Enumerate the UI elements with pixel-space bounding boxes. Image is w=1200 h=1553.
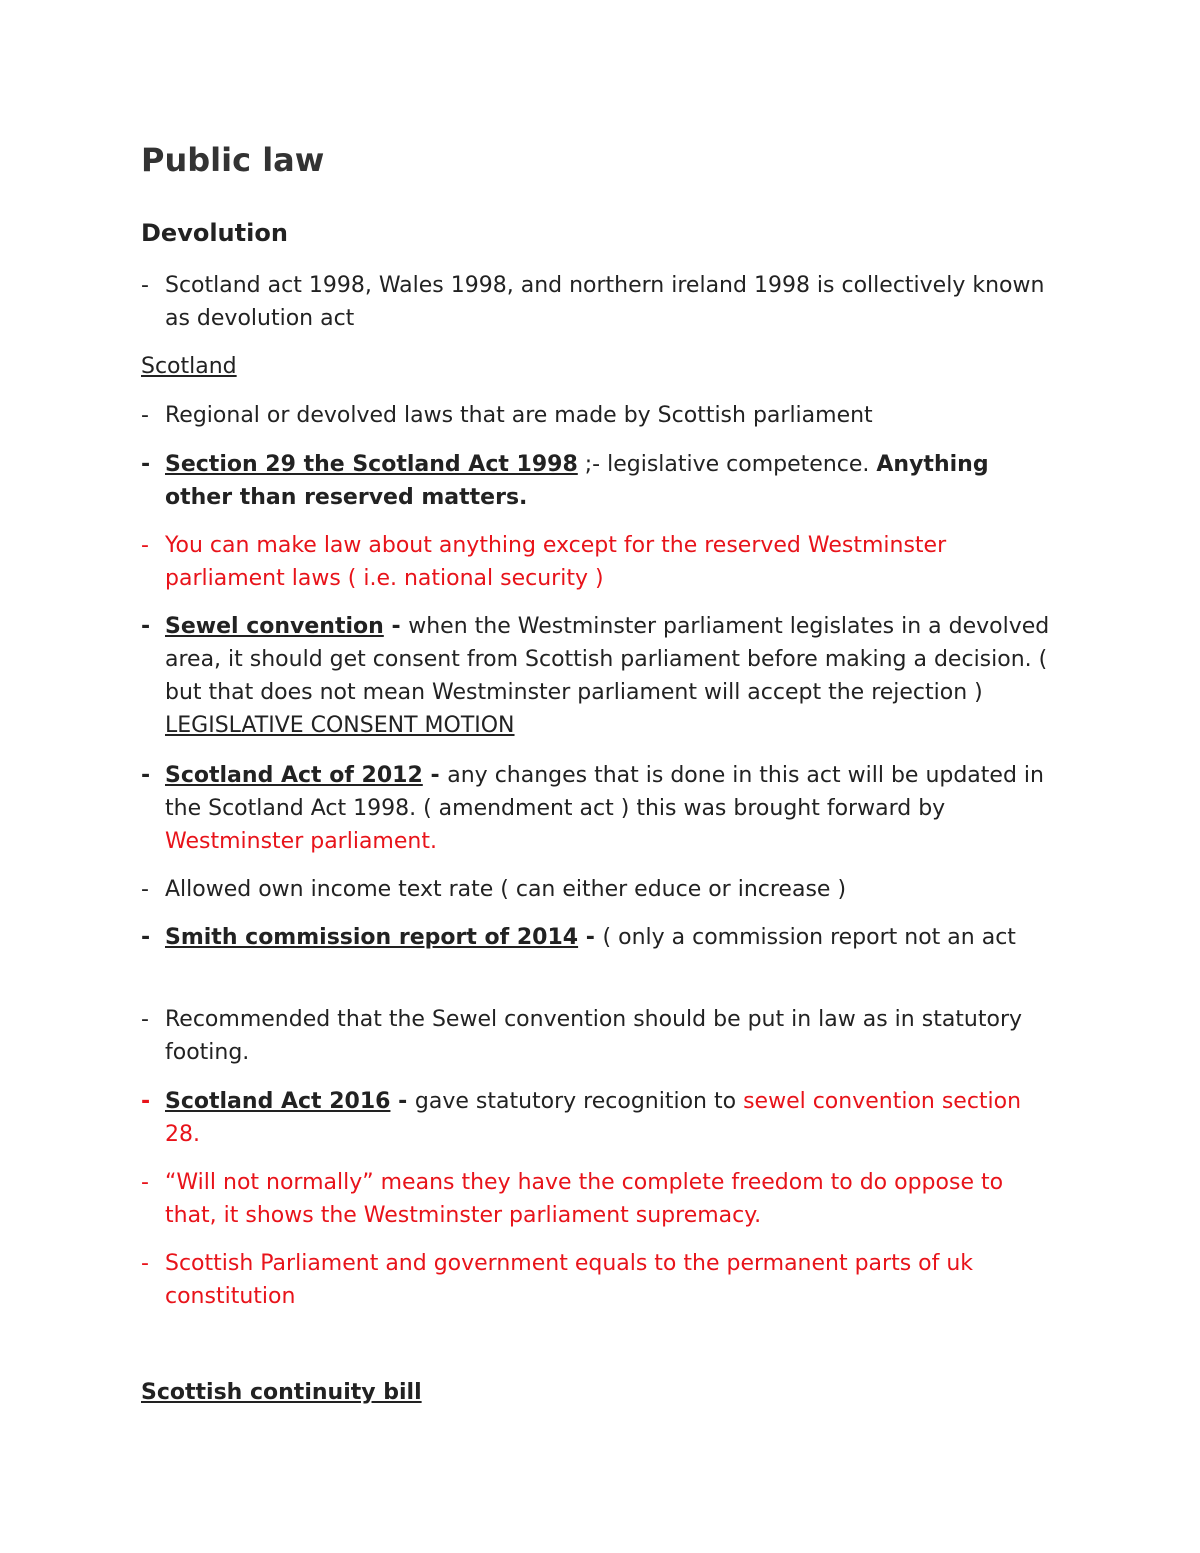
bullet-heading: Sewel convention [165,614,384,639]
bullet-dash: - [141,273,149,298]
bullet-body: when the Westminster parliament legislates in a devolved area, it should get consent from Scottish parliament before making a decision. ( but that does not mean Westminster parliament will accept the rejection ) [165,614,1050,705]
bullet-heading: Scotland Act 2016 [165,1089,391,1114]
list-item [141,921,1061,954]
page-title: Public law [141,141,325,179]
bullet-separator: - [422,763,448,788]
bullet-text: Scottish Parliament and government equals to the permanent parts of uk constitution [165,1251,974,1309]
bullet-bold-tail: Anything other than reserved matters. [165,452,989,510]
bullet-text: Recommended that the Sewel convention should be put in law as in statutory footing. [165,1007,1023,1065]
list-item [141,1085,1061,1151]
section-heading-scotland: Scotland [141,354,237,379]
bullet-underlined-tail: LEGISLATIVE CONSENT MOTION [165,713,515,738]
bullet-dash: - [141,614,151,639]
list-item [141,448,1061,514]
bullet-dash: - [141,877,149,902]
list-item [141,1003,1061,1069]
bullet-dash: - [141,403,149,428]
list-item [141,399,1061,432]
bullet-text: You can make law about anything except for the reserved Westminster parliament laws ( i.e. national security ) [165,533,947,591]
list-item [141,759,1061,858]
bullet-text [165,1085,1061,1151]
bullet-text [165,610,1061,742]
bullet-dash: - [141,1170,149,1195]
bullet-text [165,921,1061,954]
bullet-dash: - [141,925,151,950]
bullet-text: “Will not normally” means they have the complete freedom to do oppose to that, it shows the Westminster parliament supremacy. [165,1170,1004,1228]
list-item [141,873,1061,906]
bullet-text: Scotland act 1998, Wales 1998, and northern ireland 1998 is collectively known as devolution act [165,273,1045,331]
bullet-dash: - [141,763,151,788]
bullet-text [165,448,1061,514]
subtitle: Devolution [141,219,288,247]
list-item [141,1166,1061,1232]
bullet-dash: - [141,1007,149,1032]
bullet-separator: - [383,614,409,639]
bullet-red-tail: Westminster parliament. [165,829,437,854]
bullet-heading: Section 29 the Scotland Act 1998 [165,452,578,477]
list-item [141,610,1061,742]
bullet-body: ;- legislative competence. [577,452,877,477]
list-item [141,1247,1061,1313]
bullet-text: Allowed own income text rate ( can either educe or increase ) [165,877,847,902]
bullet-separator: - [578,925,603,950]
bullet-dash: - [141,1251,149,1276]
list-item [141,529,1061,595]
bullet-text [165,759,1061,858]
bullet-heading: Scotland Act of 2012 [165,763,423,788]
bullet-body: any changes that is done in this act will be updated in the Scotland Act 1998. ( amendment act ) this was brought forward by [165,763,1044,821]
list-item [141,269,1061,335]
section-heading-continuity-bill: Scottish continuity bill [141,1380,422,1405]
bullet-red-tail: sewel convention section 28. [165,1089,1022,1147]
bullet-body: ( only a commission report not an act [602,925,1016,950]
bullet-dash: - [141,452,151,477]
bullet-dash: - [141,533,149,558]
bullet-dash: - [141,1089,151,1114]
bullet-separator: - [390,1089,415,1114]
bullet-body: gave statutory recognition to [414,1089,744,1114]
bullet-text: Regional or devolved laws that are made by Scottish parliament [165,403,873,428]
bullet-heading: Smith commission report of 2014 [165,925,579,950]
